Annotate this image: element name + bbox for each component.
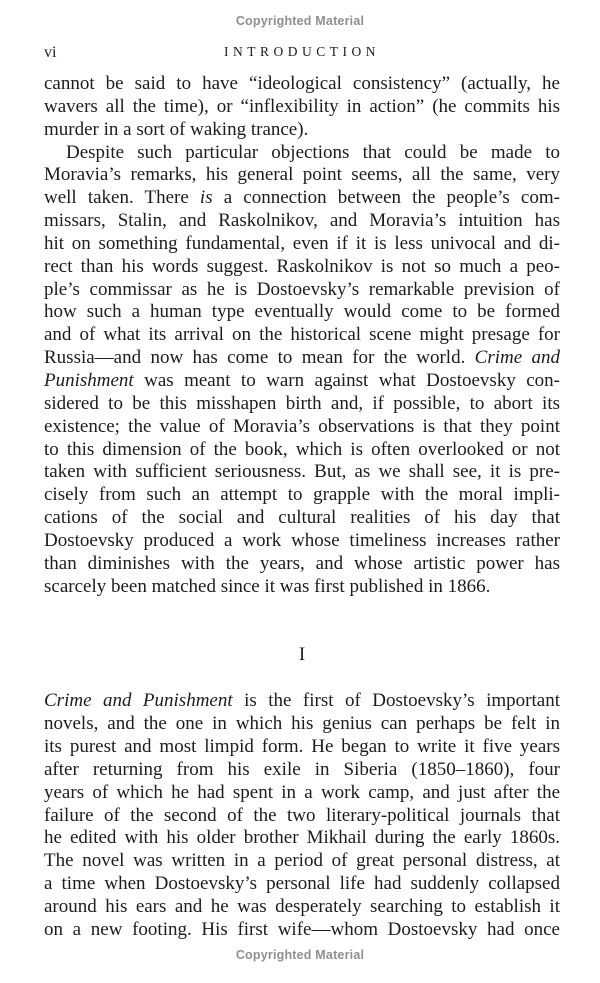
text-line: hit on something fundamental, even if it is less univocal and di-: [44, 232, 560, 254]
text-line: a time when Dostoevsky’s personal life had suddenly collapsed: [44, 873, 560, 895]
text-line: Russia—and now has come to mean for the world. Crime and: [44, 347, 560, 369]
text-line: Despite such particular objections that could be made to: [66, 141, 560, 163]
text-line: years of which he had spent in a work camp, and just after the: [44, 781, 560, 803]
text-line: Punishment was meant to warn against what Dostoevsky con-: [44, 369, 560, 391]
text-line: existence; the value of Moravia’s observations is that they point: [44, 415, 560, 437]
text-line: murder in a sort of waking trance).: [44, 118, 309, 140]
text-line: Crime and Punishment is the first of Dostoevsky’s important: [44, 690, 560, 712]
page-body: [44, 73, 560, 942]
paragraph: [44, 73, 560, 142]
copyright-notice-bottom: Copyrighted Material: [235, 948, 365, 962]
text-line: sidered to be this misshapen birth and, if possible, to abort its: [44, 392, 560, 414]
text-line: cations of the social and cultural realities of his day that: [44, 507, 560, 529]
text-line: failure of the second of the two literary-political journals that: [44, 804, 560, 826]
text-line: than diminishes with the years, and whose artistic power has: [44, 552, 560, 574]
text-line: rect than his words suggest. Raskolnikov is not so much a peo-: [44, 255, 560, 277]
text-line: on a new footing. His first wife—whom Dostoevsky had once: [44, 918, 560, 940]
text-line: and of what its arrival on the historical scene might presage for: [44, 324, 560, 346]
text-line: cisely from such an attempt to grapple with the moral impli-: [44, 484, 560, 506]
text-line: he edited with his older brother Mikhail during the early 1860s.: [44, 827, 560, 849]
paragraph: [44, 142, 560, 599]
text-line: after returning from his exile in Siberia (1850–1860), four: [44, 758, 560, 780]
text-line: novels, and the one in which his genius can perhaps be felt in: [44, 713, 560, 735]
text-line: scarcely been matched since it was first published in 1866.: [44, 575, 491, 597]
text-line: missars, Stalin, and Raskolnikov, and Moravia’s intuition has: [44, 210, 560, 232]
copyright-notice-top: Copyrighted Material: [235, 14, 365, 28]
paragraph: [44, 690, 560, 941]
text-line: The novel was written in a period of great personal distress, at: [44, 850, 560, 872]
section-heading: I: [298, 644, 306, 666]
text-line: its purest and most limpid form. He began to write it five years: [44, 736, 560, 758]
text-line: Moravia’s remarks, his general point seems, all the same, very: [44, 164, 560, 186]
text-line: to this dimension of the book, which is often overlooked or not: [44, 438, 560, 460]
text-line: taken with sufficient seriousness. But, as we shall see, it is pre-: [44, 461, 560, 483]
text-line: ple’s commissar as he is Dostoevsky’s remarkable prevision of: [44, 278, 560, 300]
running-title: INTRODUCTION: [224, 44, 380, 59]
text-line: well taken. There is a connection between the people’s com-: [44, 187, 560, 209]
text-line: Dostoevsky produced a work whose timeliness increases rather: [44, 529, 560, 551]
text-line: wavers all the time), or “inflexibility in action” (he commits his: [44, 95, 560, 117]
text-line: cannot be said to have “ideological consistency” (actually, he: [44, 73, 560, 94]
text-line: around his ears and he was desperately searching to establish it: [44, 896, 560, 917]
page-header: [44, 42, 560, 62]
text-line: how such a human type eventually would come to be formed: [44, 301, 560, 323]
page-number: vi: [44, 44, 57, 61]
